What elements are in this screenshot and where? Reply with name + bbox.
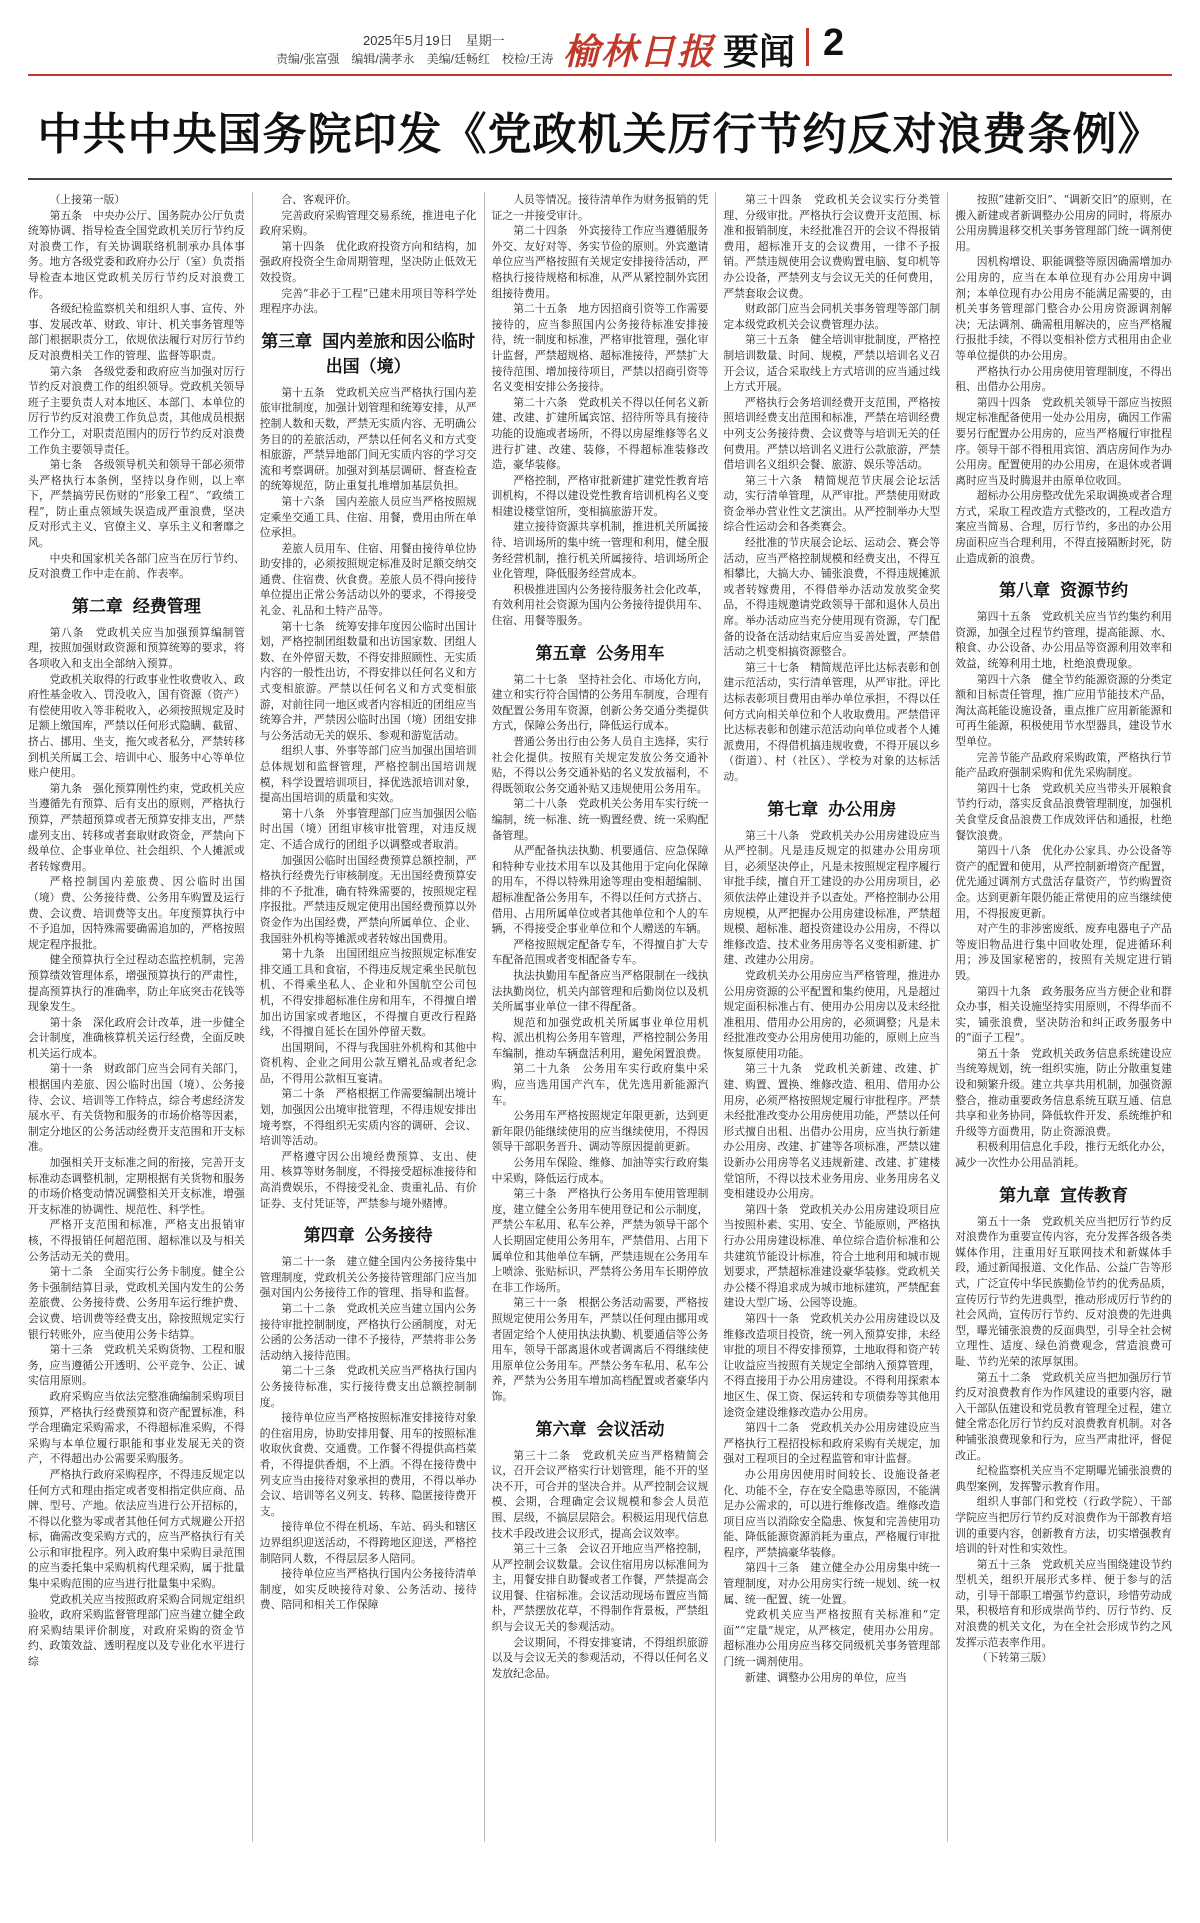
article-paragraph: 完善节能产品政府采购政策，严格执行节能产品政府强制采购和优先采购制度。: [955, 750, 1172, 780]
article-paragraph: 组织人事部门和党校（行政学院）、干部学院应当把厉行节约反对浪费作为干部教育培训的重要内容，创新教育方法，切实增强教育培训的针对性和实效性。: [955, 1495, 1172, 1556]
chapter-heading: [492, 1415, 709, 1440]
issue-date: 2025年5月19日 星期一: [363, 33, 505, 48]
article-column-5: [947, 192, 1172, 1842]
article-paragraph: 严格控制，严格审批新建扩建党性教育培训机构，不得以建设党性教育培训机构名义变相建设楼堂馆所，变相搞旅游开发。: [491, 473, 709, 518]
article-paragraph: 第五十条 党政机关政务信息系统建设应当统筹规划，统一组织实施，防止分散重复建设和频繁升级。建立共享共用机制，加强资源整合，推动重要政务信息系统互联互通、信息共享和业务协同，降低软件开发、系统维护和升级等方面费用，防止资源浪费。: [955, 1046, 1172, 1138]
article-paragraph: 第三十四条 党政机关会议实行分类管理、分级审批。严格执行会议费开支范围、标准和报销制度，未经批准召开的会议不得报销费用，超标准开支的会议费用，一律不予报销。严禁违规使用会议费购置电脑、复印机等办公设备，严禁列支与会议无关的任何费用，严禁套取会议费。: [723, 193, 941, 300]
continued-from-note: （上接第一版）: [49, 193, 126, 206]
article-paragraph: 加强相关开支标准之间的衔接，完善开支标准动态调整机制，定期根据有关货物和服务的市场价格变动情况调整相关开支标准，增强开支标准的协调性、规范性、科学性。: [28, 1156, 245, 1216]
article-paragraph: 党政机关取得的行政事业性收费收入、政府性基金收入、罚没收入，国有资源（资产）有偿使用收入等非税收入，必须按照规定及时足额上缴国库，严禁以任何形式隐瞒、截留、挤占、挪用、坐支，拖欠或者私分，严禁转移到机关所属工会、培训中心、服务中心等单位账户使用。: [28, 672, 245, 780]
article-paragraph: 完善政府采购管理交易系统，推进电子化政府采购。: [259, 208, 477, 238]
article-paragraph: 建立接待资源共享机制，推进机关所属接待、培训场所的集中统一管理和利用，健全服务经营机制，推行机关所属接待、培训场所企业化管理，降低服务经营成本。: [491, 520, 709, 581]
chapter-heading: [260, 1221, 477, 1246]
article-paragraph: 第四十五条 党政机关应当节约集约利用资源，加强全过程节约管理，提高能源、水、粮食、办公设备、办公用品等资源利用效率和效益，统筹利用土地，杜绝浪费现象。: [955, 610, 1172, 671]
chapter-heading: [492, 639, 709, 664]
article-paragraph: 第八条 党政机关应当加强预算编制管理，按照加强财政资源和预算统筹的要求，将各项收入和支出全部纳入预算。: [28, 625, 245, 671]
article-paragraph: 第四十四条 党政机关领导干部应当按照规定标准配备使用一处办公用房，确因工作需要另行配置办公用房的，应当严格履行审批程序。领导干部不得租用宾馆、酒店房间作为办公用房。配置使用的办公用房，在退休或者调离时应当及时腾退并由原单位收回。: [955, 395, 1172, 487]
article-paragraph: 严格开支范围和标准，严格支出报销审核，不得报销任何超范围、超标准以及与相关公务活动无关的费用。: [28, 1218, 245, 1263]
article-paragraph: 第四十三条 建立健全办公用房集中统一管理制度，对办公用房实行统一规划、统一权属、统一配置、统一处置。: [723, 1561, 941, 1606]
article-paragraph: 超标办公用房整改优先采取调换或者合理方式，采取工程改造方式整改的，工程改造方案应当简易、合理，厉行节约，多出的办公用房面积应当合理利用，不得直接隔断封死，防止造成新的浪费。: [955, 489, 1172, 565]
article-paragraph: 人员等情况。接待清单作为财务报销的凭证之一并接受审计。: [491, 193, 709, 222]
article-paragraph: 各级纪检监察机关和组织人事、宣传、外事、发展改革、财政、审计、机关事务管理等部门根据职责分工，依规依法履行对厉行节约反对浪费相关工作的管理、监督等职责。: [28, 302, 245, 362]
newspaper-logo: 榆林日报: [563, 31, 716, 73]
article-paragraph: 第二十六条 党政机关不得以任何名义新建、改建、扩建所属宾馆、招待所等具有接待功能的设施或者场所，不得以房屋维修等名义进行扩建、改建、装修，不得超标准装修改造，豪华装修。: [491, 395, 709, 472]
article-paragraph: 第二十九条 公务用车实行政府集中采购，应当选用国产汽车，优先选用新能源汽车。: [491, 1062, 709, 1107]
masthead: [28, 20, 1172, 76]
article-paragraph: 第三十条 严格执行公务用车使用管理制度，建立健全公务用车使用登记和公示制度，严禁公车私用、私车公养，严禁为领导干部个人长期固定使用公务用车，严禁借用、占用下属单位和其他单位车辆，严禁违规在公务用车上喷涂、张贴标识，严禁将公务用车长期停放在非工作场所。: [491, 1187, 709, 1294]
article-paragraph: 严格控制国内差旅费、因公临时出国（境）费、公务接待费、公务用车购置及运行费、会议费、培训费等支出。年度预算执行中不予追加，因特殊需要确需追加的，严格按照规定程序报批。: [28, 875, 245, 951]
chapter-number: 第二章: [71, 596, 123, 617]
chapter-title: 公务接待: [364, 1226, 433, 1247]
article-paragraph: 普通公务出行由公务人员自主选择，实行社会化提供。按照有关规定发放公务交通补贴，不得以公务交通补贴的名义发放福利，不得既领取公务交通补贴又违规使用公务用车。: [491, 735, 709, 795]
article-paragraph: 执法执勤用车配备应当严格限制在一线执法执勤岗位，机关内部管理和后勤岗位以及机关所属事业单位一律不得配备。: [491, 968, 709, 1014]
chapter-title: 资源节约: [1060, 581, 1129, 602]
masthead-rule: [28, 74, 1172, 76]
article-paragraph: 第四十七条 党政机关应当带头开展粮食节约行动，落实反食品浪费管理制度，加强机关食堂反食品浪费工作成效评估和通报，杜绝餐饮浪费。: [955, 781, 1172, 842]
article-paragraph: 第二十二条 党政机关应当建立国内公务接待审批控制制度，严格执行公函制度，对无公函的公务活动一律不予接待，严禁将非公务活动纳入接待范围。: [259, 1302, 477, 1362]
article-paragraph: 合、客观评价。: [281, 193, 357, 206]
article-paragraph: 接待单位应当严格执行国内公务接待清单制度，如实反映接待对象、公务活动、接待费、陪同和相关工作保障: [259, 1567, 477, 1612]
article-paragraph: 第二十一条 建立健全国内公务接待集中管理制度，党政机关公务接待管理部门应当加强对国内公务接待工作的管理、指导和监督。: [259, 1255, 477, 1300]
headline-rule: [28, 178, 1172, 180]
article-column-3: [484, 192, 716, 1842]
article-paragraph: 党政机关办公用房应当严格管理，推进办公用房资源的公平配置和集约使用，凡是超过规定面积标准占有、使用办公用房以及未经批准租用、借用办公用房的，必须调整；凡是未经批准改变办公用房使用功能的，原则上应当恢复原使用功能。: [723, 968, 941, 1060]
article-paragraph: 第四十条 党政机关办公用房建设项目应当按照朴素、实用、安全、节能原则，严格执行办公用房建设标准、单位综合造价标准和公共建筑节能设计标准，符合土地利用和城市规划要求，严禁超标准建设豪华装修。党政机关办公楼不得追求成为城市地标建筑，严禁配套建设大型广场、公园等设施。: [723, 1202, 941, 1310]
article-paragraph: 第二十三条 党政机关应当严格执行国内公务接待标准，实行接待费支出总额控制制度。: [259, 1364, 477, 1409]
article-paragraph: 新建、调整办公用房的单位，应当: [744, 1670, 907, 1684]
article-paragraph: 差旅人员用车、住宿、用餐由接待单位协助安排的，必须按照规定标准及时足额交纳交通费、住宿费、伙食费。差旅人员不得向接待单位提出正常公务活动以外的要求，不得接受礼金、礼品和土特产品等。: [259, 541, 477, 618]
article-paragraph: 第四十八条 优化办公家具、办公设备等资产的配置和使用，从严控制新增资产配置，优先通过调剂方式盘活存量资产，节约购置资金。达到更新年限仍能正常使用的应当继续使用，不得报废更新。: [955, 844, 1172, 920]
chapter-title: 办公用房: [828, 799, 897, 820]
chapter-title: 会议活动: [596, 1419, 665, 1440]
article-paragraph: 中央和国家机关各部门应当在厉行节约、反对浪费工作中走在前、作表率。: [28, 551, 245, 581]
article-paragraph: 第三十一条 根据公务活动需要，严格按照规定使用公务用车，严禁以任何理由挪用或者固定给个人使用执法执勤、机要通信等公务用车，领导干部离退休或者调离后不得继续使用原单位公务用车。严禁公务车私用、私车公养，严禁为公务用车增加高档配置或者豪华内饰。: [491, 1296, 709, 1403]
article-paragraph: 接待单位应当严格按照标准安排接待对象的住宿用房，协助安排用餐、用车的按照标准收取伙食费、交通费。工作餐不得提供高档菜肴，不得提供香烟，不上酒。不得在接待费中列支应当由接待对象承担的费用，不得以举办会议、培训等名义列支、转移、隐匿接待费开支。: [259, 1411, 477, 1518]
article-paragraph: 加强因公临时出国经费预算总额控制，严格执行经费先行审核制度。无出国经费预算安排的不予批准，确有特殊需要的，按照规定程序报批。严禁违反规定使用出国经费预算以外资金作为出国经费，严禁向所属单位、企业、我国驻外机构等摊派或者转嫁出国费用。: [259, 853, 477, 945]
article-paragraph: 经批准的节庆展会论坛、运动会、赛会等活动，应当严格控制规模和经费支出，不得互相攀比，大搞大办、铺张浪费，不得违规摊派或者转嫁费用，不得借举办活动发放奖金奖品，不得违规邀请党政领导干部和退休人员出席。举办活动应当充分使用现有资源，专门配备的设备在活动结束后应当妥善处置，严禁借活动之机变相搞资源整合。: [723, 536, 941, 659]
article-paragraph: 第十九条 出国团组应当按照规定标准安排交通工具和食宿，不得违反规定乘坐民航包机、不得乘坐私人、企业和外国航空公司包机，不得安排超标准住房和用车，不得擅自增加出访国家或者地区，不得擅自更改行程路线，不得擅自延长在国外停留天数。: [259, 947, 477, 1039]
article-paragraph: 第四十九条 政务服务应当方便企业和群众办事，相关设施坚持实用原则，不得华而不实，铺张浪费，坚决防治和纠正政务服务中的“面子工程”。: [955, 984, 1172, 1045]
article-paragraph: 按照“建新交旧”、“调新交旧”的原则，在搬入新建或者新调整办公用房的同时，将原办公用房腾退移交机关事务管理部门统一调剂使用。: [955, 193, 1172, 253]
chapter-heading: [260, 327, 477, 377]
article-paragraph: 规范和加强党政机关所属事业单位用机构、派出机构公务用车管理，严格控制公务用车编制，推动车辆盘活利用，避免闲置浪费。: [491, 1015, 709, 1060]
headline: 中共中央国务院印发《党政机关厉行节约反对浪费条例》: [37, 109, 1163, 160]
article-paragraph: 第三十七条 精简规范评比达标表彰和创建示范活动，实行清单管理，从严审批。评比达标表彰项目费用由举办单位承担，不得以任何方式向相关单位和个人收取费用。严禁借评比达标表彰和创建示范活动向单位或者个人摊派费用，不得借机搞违规收费，不得开展以乡（街道）、村（社区）、学校为对象的达标活动。: [723, 660, 941, 783]
article-paragraph: 第五十一条 党政机关应当把厉行节约反对浪费作为重要宣传内容，充分发挥各级各类媒体作用，注重用好互联网技术和新媒体手段，通过新闻报道、文化作品、公益广告等形式，广泛宣传中华民族勤俭节约的优秀品质，宣传厉行节约先进典型，推动形成厉行节约的社会风尚，宣传厉行节约、反对浪费的先进典型，曝光铺张浪费的反面典型，引导全社会树立理性、适度、绿色消费观念，营造浪费可耻、节约光荣的浓厚氛围。: [955, 1214, 1172, 1368]
article-paragraph: 第十三条 党政机关采购货物、工程和服务，应当遵循公开透明、公平竞争、公正、诚实信用原则。: [28, 1343, 245, 1388]
article-paragraph: 第三十六条 精简规范节庆展会论坛活动，实行清单管理，从严审批。严禁使用财政资金举办营业性文艺演出。从严控制举办大型综合性运动会和各类赛会。: [723, 473, 941, 534]
chapter-title: 国内差旅和因公临时出国（境）: [322, 331, 476, 377]
article-paragraph: 第七条 各级领导机关和领导干部必须带头严格执行本条例，坚持以身作则，以上率下，严禁搞劳民伤财的“形象工程”、“政绩工程”，防止重点领域失误造成严重浪费，坚决反对形式主义、官僚主义、享乐主义和奢靡之风。: [28, 458, 245, 550]
section-divider: [806, 28, 809, 66]
article-paragraph: 从严配备执法执勤、机要通信、应急保障和特种专业技术用车以及其他用于定向化保障的用车，不得以特殊用途等理由变相超编制、超标准配备公务用车，不得以任何方式挤占、借用、占用所属单位或者其他单位和个人的车辆，不得接受企事业单位和个人赠送的车辆。: [491, 844, 709, 936]
article-paragraph: 严格按照规定配备专车，不得擅自扩大专车配备范围或者变相配备专车。: [491, 937, 709, 967]
article-paragraph: 健全预算执行全过程动态监控机制，完善预算绩效管理体系，增强预算执行的严肃性，提高预算执行的准确率，防止年底突击花钱等现象发生。: [28, 953, 245, 1014]
chapter-number: 第九章: [999, 1185, 1051, 1206]
editor-credits: 责编/张富强 编辑/满孝永 美编/廷畅红 校检/王涛: [276, 52, 554, 66]
article-paragraph: 第六条 各级党委和政府应当加强对厉行节约反对浪费工作的组织领导。党政机关领导班子主要负责人对本地区、本部门、本单位的厉行节约反对浪费工作负总责，其他成员根据工作分工，对职责范围内的厉行节约反对浪费工作负主要领导责任。: [28, 364, 245, 456]
article-paragraph: 第十八条 外事管理部门应当加强因公临时出国（境）团组审核审批管理，对违反规定、不适合成行的团组予以调整或者取消。: [259, 806, 477, 851]
chapter-number: 第五章: [535, 643, 587, 664]
chapter-number: 第六章: [535, 1419, 587, 1440]
article-paragraph: 纪检监察机关应当不定期曝光铺张浪费的典型案例，发挥警示教育作用。: [955, 1464, 1172, 1493]
article-paragraph: 第二十七条 坚持社会化、市场化方向，建立和实行符合国情的公务用车制度，合理有效配置公务用车资源，创新公务交通分类提供方式，保障公务出行，降低运行成本。: [491, 672, 709, 733]
article-paragraph: 完善“非必于工程”已建未用项目等科学处理程序办法。: [259, 286, 477, 316]
article-paragraph: 第四十二条 党政机关办公用房建设应当严格执行工程招投标和政府采购有关规定，加强对工程项目的全过程监管和审计监督。: [723, 1421, 941, 1466]
chapter-heading: [955, 576, 1172, 601]
article-paragraph: 第三十八条 党政机关办公用房建设应当从严控制。凡是违反规定的拟建办公用房项目，必须坚决停止，凡是未按照规定程序履行审批手续，擅自开工建设的办公用房项目，必须依法停止建设并予以查处。严格控制办公用房规模，从严把握办公用房建设标准，严禁超规模、超标准、超投资建设办公用房，不得以维修改造、技术业务用房等名义变相新建、扩建、改建办公用房。: [723, 828, 941, 967]
article-paragraph: 第二十五条 地方因招商引资等工作需要接待的，应当参照国内公务接待标准安排接待，统一制度和标准，严格审批管理，强化审计监督，严禁超规格、超标准接待，严禁扩大接待范围、增加接待项目，严禁以招商引资等名义变相安排公务接待。: [491, 302, 709, 394]
article-paragraph: 会议期间，不得安排宴请，不得组织旅游以及与会议无关的参观活动，不得以任何名义发放纪念品。: [491, 1635, 709, 1680]
article-paragraph: 第五十三条 党政机关应当围绕建设节约型机关，组织开展形式多样、便于参与的活动，引导干部职工增强节约意识，珍惜劳动成果，积极培育和形成崇尚节约、厉行节约、反对浪费的机关文化，为在全社会形成节约之风发挥示范表率作用。: [955, 1557, 1172, 1649]
chapter-number: 第七章: [767, 799, 819, 820]
chapter-title: 公务用车: [596, 643, 665, 664]
chapter-number: 第三章: [261, 331, 313, 352]
article-column-4: [715, 192, 947, 1842]
continued-to-note: （下转第三版）: [976, 1651, 1053, 1665]
chapter-title: 宣传教育: [1060, 1185, 1129, 1206]
chapter-number: 第四章: [303, 1226, 355, 1247]
article-paragraph: 严格执行办公用房使用管理制度，不得出租、出借办公用房。: [955, 364, 1172, 394]
chapter-heading: [28, 592, 245, 617]
chapter-number: 第八章: [999, 581, 1051, 602]
article-paragraph: 第九条 强化预算刚性约束，党政机关应当遵循先有预算、后有支出的原则，严格执行预算，严禁超预算或者无预算安排支出，严禁虚列支出、转移或者套取财政资金，严禁向下级单位、企事业单位、社会组织、个人摊派或者转嫁费用。: [28, 781, 245, 873]
article-paragraph: 第十四条 优化政府投资方向和结构，加强政府投资全生命周期管理，坚决防止低效无效投资。: [259, 239, 477, 284]
article-paragraph: 第二十条 严格根据工作需要编制出境计划，加强因公出境审批管理，不得违规安排出境考察，不得组织无实质内容的调研、会议、培训等活动。: [259, 1087, 477, 1148]
article-paragraph: 组织人事、外事等部门应当加强出国培训总体规划和监督管理，严格控制出国培训规模，科学设置培训项目，择优选派培训对象，提高出国培训的质量和实效。: [259, 744, 477, 805]
article-paragraph: 严格执行会务培训经费开支范围，严格按照培训经费支出范围和标准，严禁在培训经费中列支公务接待费、会议费等与培训无关的任何费用。严禁以培训名义进行公款旅游，严禁借培训名义组织会餐、旅游、娱乐等活动。: [723, 395, 941, 472]
article-paragraph: 党政机关应当按照政府采购合同规定组织验收，政府采购监督管理部门应当建立健全政府采购结果评价制度，对政府采购的资金节约、政策效益、透明程度以及专业化水平进行综: [28, 1592, 245, 1669]
article-paragraph: 第四十六条 健全节约能源资源的分类定额和目标责任管理，推广应用节能技术产品，淘汰高耗能设施设备，重点推广应用新能源和可再生能源，积极使用节水型器具，建设节水型单位。: [955, 672, 1172, 748]
article-paragraph: 第三十三条 会议召开地应当严格控制，从严控制会议数量。会议住宿用房以标准间为主，用餐安排自助餐或者工作餐，严禁提高会议用餐、住宿标准。会议活动现场布置应当简朴，严禁摆放花草，不得制作背景板，严禁组织与会议无关的参观活动。: [491, 1542, 709, 1634]
article-paragraph: 第十一条 财政部门应当会同有关部门，根据国内差旅、因公临时出国（境）、公务接待、会议、培训等工作特点，综合考虑经济发展水平、有关货物和服务的市场价格等因素，制定分地区的公务活动经费开支范围和开支标准。: [28, 1062, 245, 1154]
article-column-2: [252, 192, 484, 1842]
article-paragraph: 第三十九条 党政机关新建、改建、扩建、购置、置换、维修改造、租用、借用办公用房，必须严格按照规定履行审批程序。严禁未经批准改变办公用房使用功能，严禁以任何形式擅自出租、出借办公用房，应当执行新建办公用房、改建、扩建等各项标准，严禁以建设新办公用房等名义违规新建、改建、扩建楼堂馆所，不得以技术业务用房、业务用房名义变相建设办公用房。: [723, 1062, 941, 1201]
chapter-heading: [955, 1181, 1172, 1206]
article-paragraph: 第五条 中央办公厅、国务院办公厅负责统筹协调、指导检查全国党政机关厉行节约反对浪费工作，有关协调联络机制承办具体事务。地方各级党委和政府办公厅（室）负责指导检查本地区党政机关厉行节约反对浪费工作。: [28, 208, 245, 300]
article-column-1: [28, 192, 252, 1842]
article-paragraph: 公务用车严格按照规定年限更新，达到更新年限仍能继续使用的应当继续使用，不得因领导干部职务晋升、调动等原因提前更新。: [491, 1109, 709, 1154]
article-paragraph: 第五十二条 党政机关应当把加强厉行节约反对浪费教育作为作风建设的重要内容，融入干部队伍建设和党员教育管理全过程，建立健全常态化厉行节约反对浪费教育机制。对各种铺张浪费现象和行为，应当严肃批评，督促改正。: [955, 1370, 1172, 1462]
chapter-title: 经费管理: [132, 596, 201, 617]
article-paragraph: 第十六条 国内差旅人员应当严格按照规定乘坐交通工具、住宿、用餐，费用由所在单位承担。: [259, 494, 477, 540]
article-paragraph: 第十七条 统筹安排年度因公临时出国计划，严格控制团组数量和出访国家数、团组人数、在外停留天数，不得安排照顾性、无实质内容的一般性出访，不得安排以任何名义和方式变相旅游。严禁以任何名义和方式变相旅游，对前往同一地区或者内容相近的团组应当统筹合并，严禁因公临时出国（境）团组安排与公务活动无关的娱乐、参观和游览活动。: [259, 619, 477, 742]
article-paragraph: 第四十一条 党政机关办公用房建设以及维修改造项目投资，统一列入预算安排，未经审批的项目不得安排预算，土地取得和资产转让收益应当按照有关规定全部纳入预算管理，不得直接用于办公用房建设。不得利用探索本地区生、保工资、保运转和专项债券等其他用途资金建设维修改造办公用房。: [723, 1311, 941, 1419]
article-paragraph: 第三十二条 党政机关应当严格精简会议，召开会议严格实行计划管理，能不开的坚决不开，可合并的坚决合并。从严控制会议规模、会期，合理确定会议规模和参会人员范围、层级，不搞层层陪会。积极运用现代信息技术手段改进会议形式，提高会议效率。: [491, 1448, 709, 1540]
article-paragraph: 接待单位不得在机场、车站、码头和辖区边界组织迎送活动，不得跨地区迎送，严格控制陪同人数，不得层层多人陪同。: [259, 1520, 477, 1565]
article-paragraph: 公务用车保险、维修、加油等实行政府集中采购，降低运行成本。: [491, 1156, 709, 1185]
article-paragraph: 第十五条 党政机关应当严格执行国内差旅审批制度，加强计划管理和统筹安排，从严控制人数和天数，严禁无实质内容、无明确公务目的的差旅活动，严禁以任何名义和方式变相旅游，严禁异地部门间无实质内容的学习交流和考察调研。加强对到基层调研、督查检查的统筹规范，防止重复扎堆增加基层负担。: [259, 385, 477, 493]
chapter-heading: [723, 795, 940, 820]
article-paragraph: 党政机关应当严格按照有关标准和“定面”“定量”规定，从严核定，使用办公用房。超标准办公用房应当移交同级机关事务管理部门统一调剂使用。: [723, 1608, 941, 1669]
article-paragraph: 财政部门应当会同机关事务管理等部门制定本级党政机关会议费管理办法。: [723, 302, 941, 331]
article-paragraph: 第十二条 全面实行公务卡制度。健全公务卡强制结算目录，党政机关国内发生的公务差旅费、公务接待费、公务用车运行维护费、会议费、培训费等经费支出，除按照规定实行银行转账外，应当使用公务卡结算。: [28, 1265, 245, 1341]
newspaper-page: [0, 20, 1200, 1923]
article-paragraph: 政府采购应当依法完整准确编制采购项目预算，严格执行经费预算和资产配置标准，科学合理确定采购需求，不得超标准采购，不得采购与本单位履行职能和事业发展无关的资产，不得超出办公需要采购服务。: [28, 1389, 245, 1466]
page-number: 2: [823, 22, 845, 64]
article-paragraph: 因机构增设、职能调整等原因确需增加办公用房的，应当在本单位现有办公用房中调剂；本单位现有办公用房不能满足需要的，由机关事务管理部门整合办公用房资源调剂解决；无法调剂、确需租用解决的，应当严格履行报批手续，不得以变相补偿方式租用由企业等单位提供的办公用房。: [955, 255, 1172, 362]
article-paragraph: 出国期间，不得与我国驻外机构和其他中资机构、企业之间用公款互赠礼品或者纪念品，不得用公款相互宴请。: [259, 1040, 477, 1085]
article-paragraph: 对产生的非涉密废纸、废弃电器电子产品等废旧物品进行集中回收处理，促进循环利用；涉及国家秘密的，按照有关规定进行销毁。: [955, 922, 1172, 982]
article-paragraph: 第三十五条 健全培训审批制度，严格控制培训数量、时间、规模，严禁以培训名义召开会议，适合采取线上方式培训的应当通过线上方式开展。: [723, 333, 941, 394]
article-paragraph: 严格遵守因公出境经费预算、支出、使用、核算等财务制度，不得接受超标准接待和高消费娱乐，不得接受礼金、贵重礼品、有价证券、支付凭证等，严禁参与境外赌博。: [259, 1149, 477, 1210]
article-paragraph: 积极利用信息化手段，推行无纸化办公，减少一次性办公用品消耗。: [955, 1140, 1172, 1170]
article-body: [28, 192, 1172, 1842]
article-paragraph: 第二十八条 党政机关公务用车实行统一编制，统一标准、统一购置经费、统一采购配备管理。: [491, 797, 709, 842]
article-paragraph: 第二十四条 外宾接待工作应当遵循服务外交、友好对等、务实节俭的原则。外宾邀请单位应当严格按照有关规定安排接待活动，严格执行接待规格和标准，从严从紧控制外宾团组接待费用。: [491, 224, 709, 300]
article-paragraph: 办公用房因使用时间较长、设施设备老化、功能不全，存在安全隐患等原因，不能满足办公需求的，可以进行维修改造。维修改造项目应当以消除安全隐患、恢复和完善使用功能、降低能源资源消耗为重点，严格履行审批程序，严禁搞豪华装修。: [723, 1467, 941, 1559]
article-paragraph: 严格执行政府采购程序，不得违反规定以任何方式和理由指定或者变相指定供应商、品牌、型号、产地。依法应当进行公开招标的，不得以化整为零或者其他任何方式规避公开招标，确需改变采购方式的，应当严格执行有关公示和审批程序。列入政府集中采购目录范围的应当委托集中采购机构代理采购，属于批量集中采购范围的应当进行批量集中采购。: [28, 1467, 245, 1591]
article-paragraph: 积极推进国内公务接待服务社会化改革，有效利用社会资源为国内公务接待提供用车、住宿、用餐等服务。: [491, 582, 709, 628]
section-name: 要闻: [723, 31, 796, 72]
article-paragraph: 第十条 深化政府会计改革，进一步健全会计制度，准确核算机关运行经费，全面反映机关运行成本。: [28, 1015, 245, 1060]
